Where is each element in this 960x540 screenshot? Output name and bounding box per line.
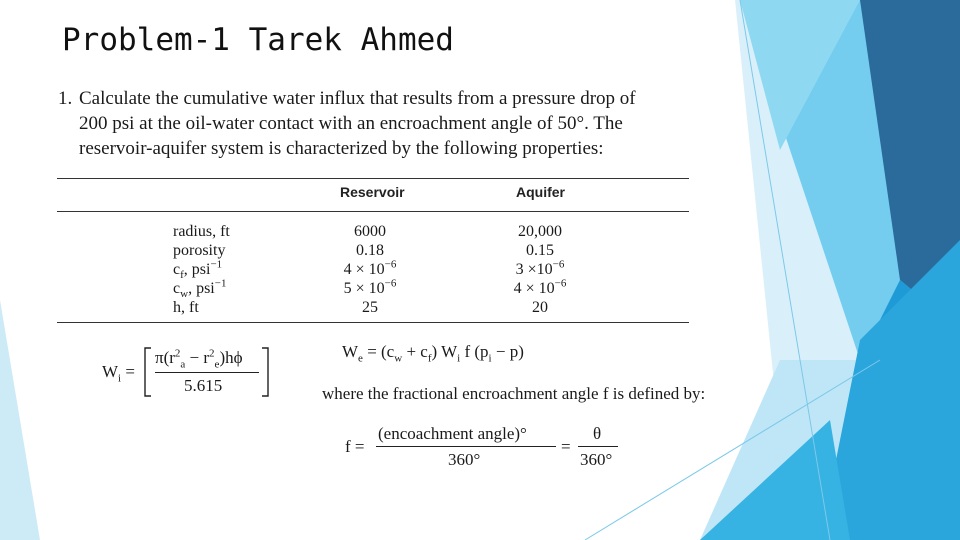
table-cell-reservoir: 6000 <box>354 223 386 240</box>
f-numerator-2: θ <box>593 424 602 443</box>
table-cell-aquifer: $3 \times 10^{-6}$ <box>515 258 565 278</box>
f-numerator-1: (encoachment angle)° <box>378 424 527 443</box>
wi-fraction-bar <box>155 372 259 373</box>
table-cell-aquifer: 20,000 <box>518 223 562 240</box>
f-fraction-bar-2 <box>578 446 618 447</box>
table-row-label: h, ft <box>173 299 199 316</box>
question-line-3: reservoir-aquifer system is characterized by the following properties: <box>79 138 604 159</box>
table-row-label: porosity <box>173 242 226 259</box>
table-cell-aquifer: $4 \times 10^{-6}$ <box>513 277 567 297</box>
we-formula: $W_e = (c_w + c_f)$ $W_i$ f $(p_i - p)$ <box>342 342 524 365</box>
question-line-1: Calculate the cumulative water influx that results from a pressure drop of <box>79 88 636 109</box>
f-denominator-2: 360° <box>580 450 613 469</box>
table-cell-aquifer: 0.15 <box>526 242 554 259</box>
table-cell-reservoir: $5 \times 10^{-6}$ <box>343 277 397 297</box>
wi-lhs: $W_i$ = <box>102 362 135 385</box>
f-equals-2: = <box>561 437 571 456</box>
f-fraction-bar-1 <box>376 446 556 447</box>
table-cell-reservoir: 25 <box>362 299 378 316</box>
slide-title: Problem-1 Tarek Ahmed <box>62 22 454 58</box>
wi-denominator: 5.615 <box>184 376 223 395</box>
table-row-label: $c_f$, psi$^{-1}$ <box>173 258 223 282</box>
question-number: 1. <box>58 88 73 109</box>
f-lhs: f = <box>345 437 365 456</box>
table-header-reservoir: Reservoir <box>340 184 405 200</box>
table-cell-aquifer: 20 <box>532 299 548 316</box>
table-row-label: radius, ft <box>173 223 230 240</box>
table-row-label: $c_w$, psi$^{-1}$ <box>173 277 227 301</box>
table-cell-reservoir: 0.18 <box>356 242 384 259</box>
question-line-2: 200 psi at the oil-water contact with an encroachment angle of 50°. The <box>79 113 623 134</box>
table-cell-reservoir: $4 \times 10^{-6}$ <box>343 258 397 278</box>
wi-numerator: $\pi(r^2_a - r^2_e)h\phi$ <box>155 347 243 371</box>
f-denominator-1: 360° <box>448 450 481 469</box>
table-header-aquifer: Aquifer <box>516 184 565 200</box>
where-text: where the fractional encroachment angle f is defined by: <box>322 384 706 403</box>
